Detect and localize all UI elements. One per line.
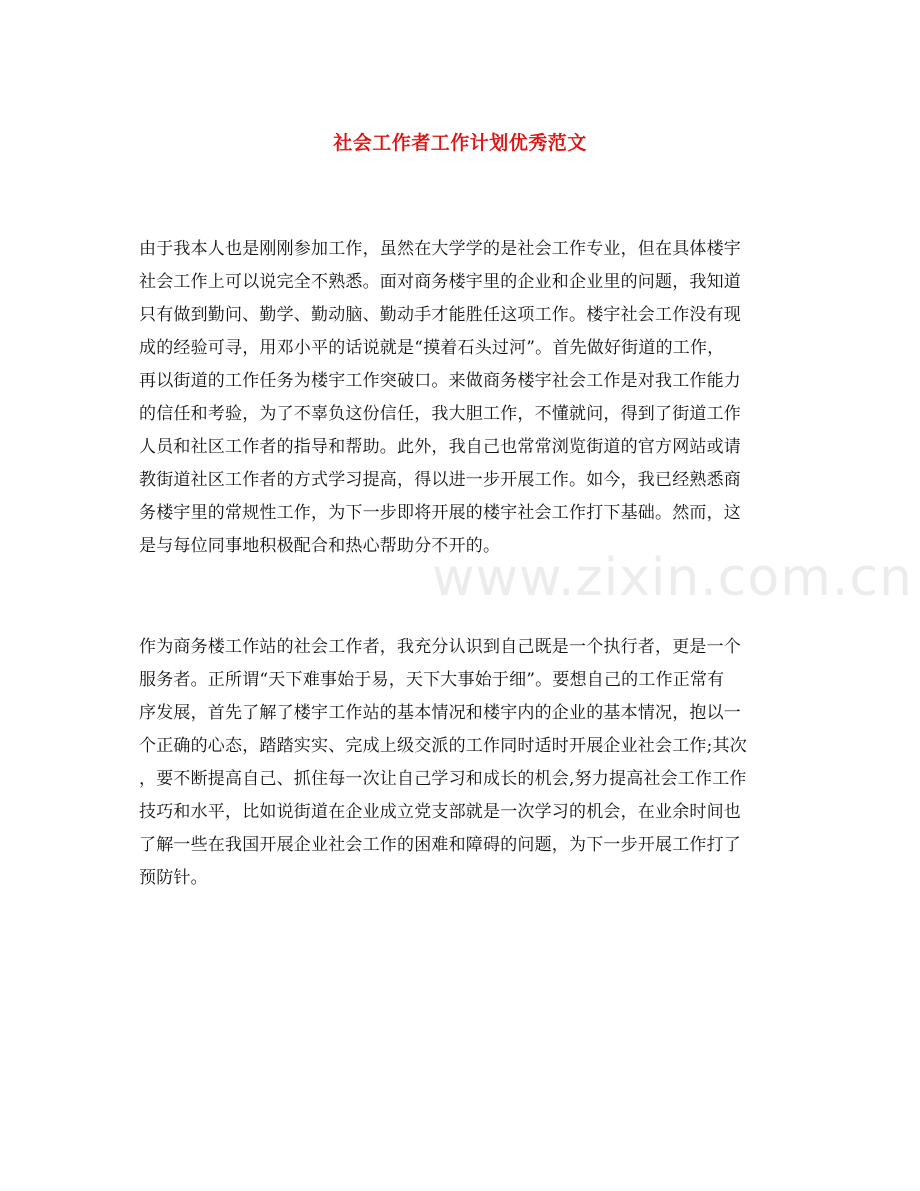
paragraph-line: 技巧和水平，比如说街道在企业成立党支部就是一次学习的机会，在业余时间也 (139, 802, 741, 822)
watermark: www.zixin.com.cn (432, 548, 913, 608)
paragraph-line: 再以街道的工作任务为楼宇工作突破口。来做商务楼宇社会工作是对我工作能力 (139, 371, 741, 391)
paragraph-line: 预防针。 (139, 868, 208, 888)
document-title: 社会工作者工作计划优秀范文 (333, 132, 587, 154)
paragraph-1 (139, 233, 789, 563)
paragraph-line: 务楼宇里的常规性工作，为下一步即将开展的楼宇社会工作打下基础。然而，这 (139, 503, 741, 523)
paragraph-line: 个正确的心态，踏踏实实、完成上级交派的工作同时适时开展企业社会工作;其次 (139, 736, 747, 756)
paragraph-line: 社会工作上可以说完全不熟悉。面对商务楼宇里的企业和企业里的问题，我知道 (139, 272, 741, 292)
paragraph-line: 序发展，首先了解了楼宇工作站的基本情况和楼宇内的企业的基本情况，抱以一 (139, 703, 741, 723)
paragraph-line: ，要不断提高自己、抓住每一次让自己学习和成长的机会,努力提高社会工作工作 (139, 769, 747, 789)
paragraph-2 (139, 631, 789, 895)
paragraph-line: 由于我本人也是刚刚参加工作，虽然在大学学的是社会工作专业，但在具体楼宇 (139, 239, 741, 259)
paragraph-line: 服务者。正所谓“天下难事始于易，天下大事始于细”。要想自己的工作正常有 (139, 670, 725, 690)
paragraph-line: 成的经验可寻，用邓小平的话说就是“摸着石头过河”。首先做好街道的工作， (139, 338, 725, 358)
paragraph-line: 是与每位同事地积极配合和热心帮助分不开的。 (139, 536, 501, 556)
paragraph-line: 了解一些在我国开展企业社会工作的困难和障碍的问题，为下一步开展工作打了 (139, 835, 741, 855)
paragraph-line: 的信任和考验，为了不辜负这份信任，我大胆工作，不懂就问，得到了街道工作 (139, 404, 741, 424)
paragraph-line: 只有做到勤问、勤学、勤动脑、勤动手才能胜任这项工作。楼宇社会工作没有现 (139, 305, 741, 325)
paragraph-line: 人员和社区工作者的指导和帮助。此外，我自己也常常浏览街道的官方网站或请 (139, 437, 741, 457)
paragraph-line: 教街道社区工作者的方式学习提高，得以进一步开展工作。如今，我已经熟悉商 (139, 470, 741, 490)
paragraph-line: 作为商务楼工作站的社会工作者，我充分认识到自己既是一个执行者，更是一个 (139, 637, 741, 657)
